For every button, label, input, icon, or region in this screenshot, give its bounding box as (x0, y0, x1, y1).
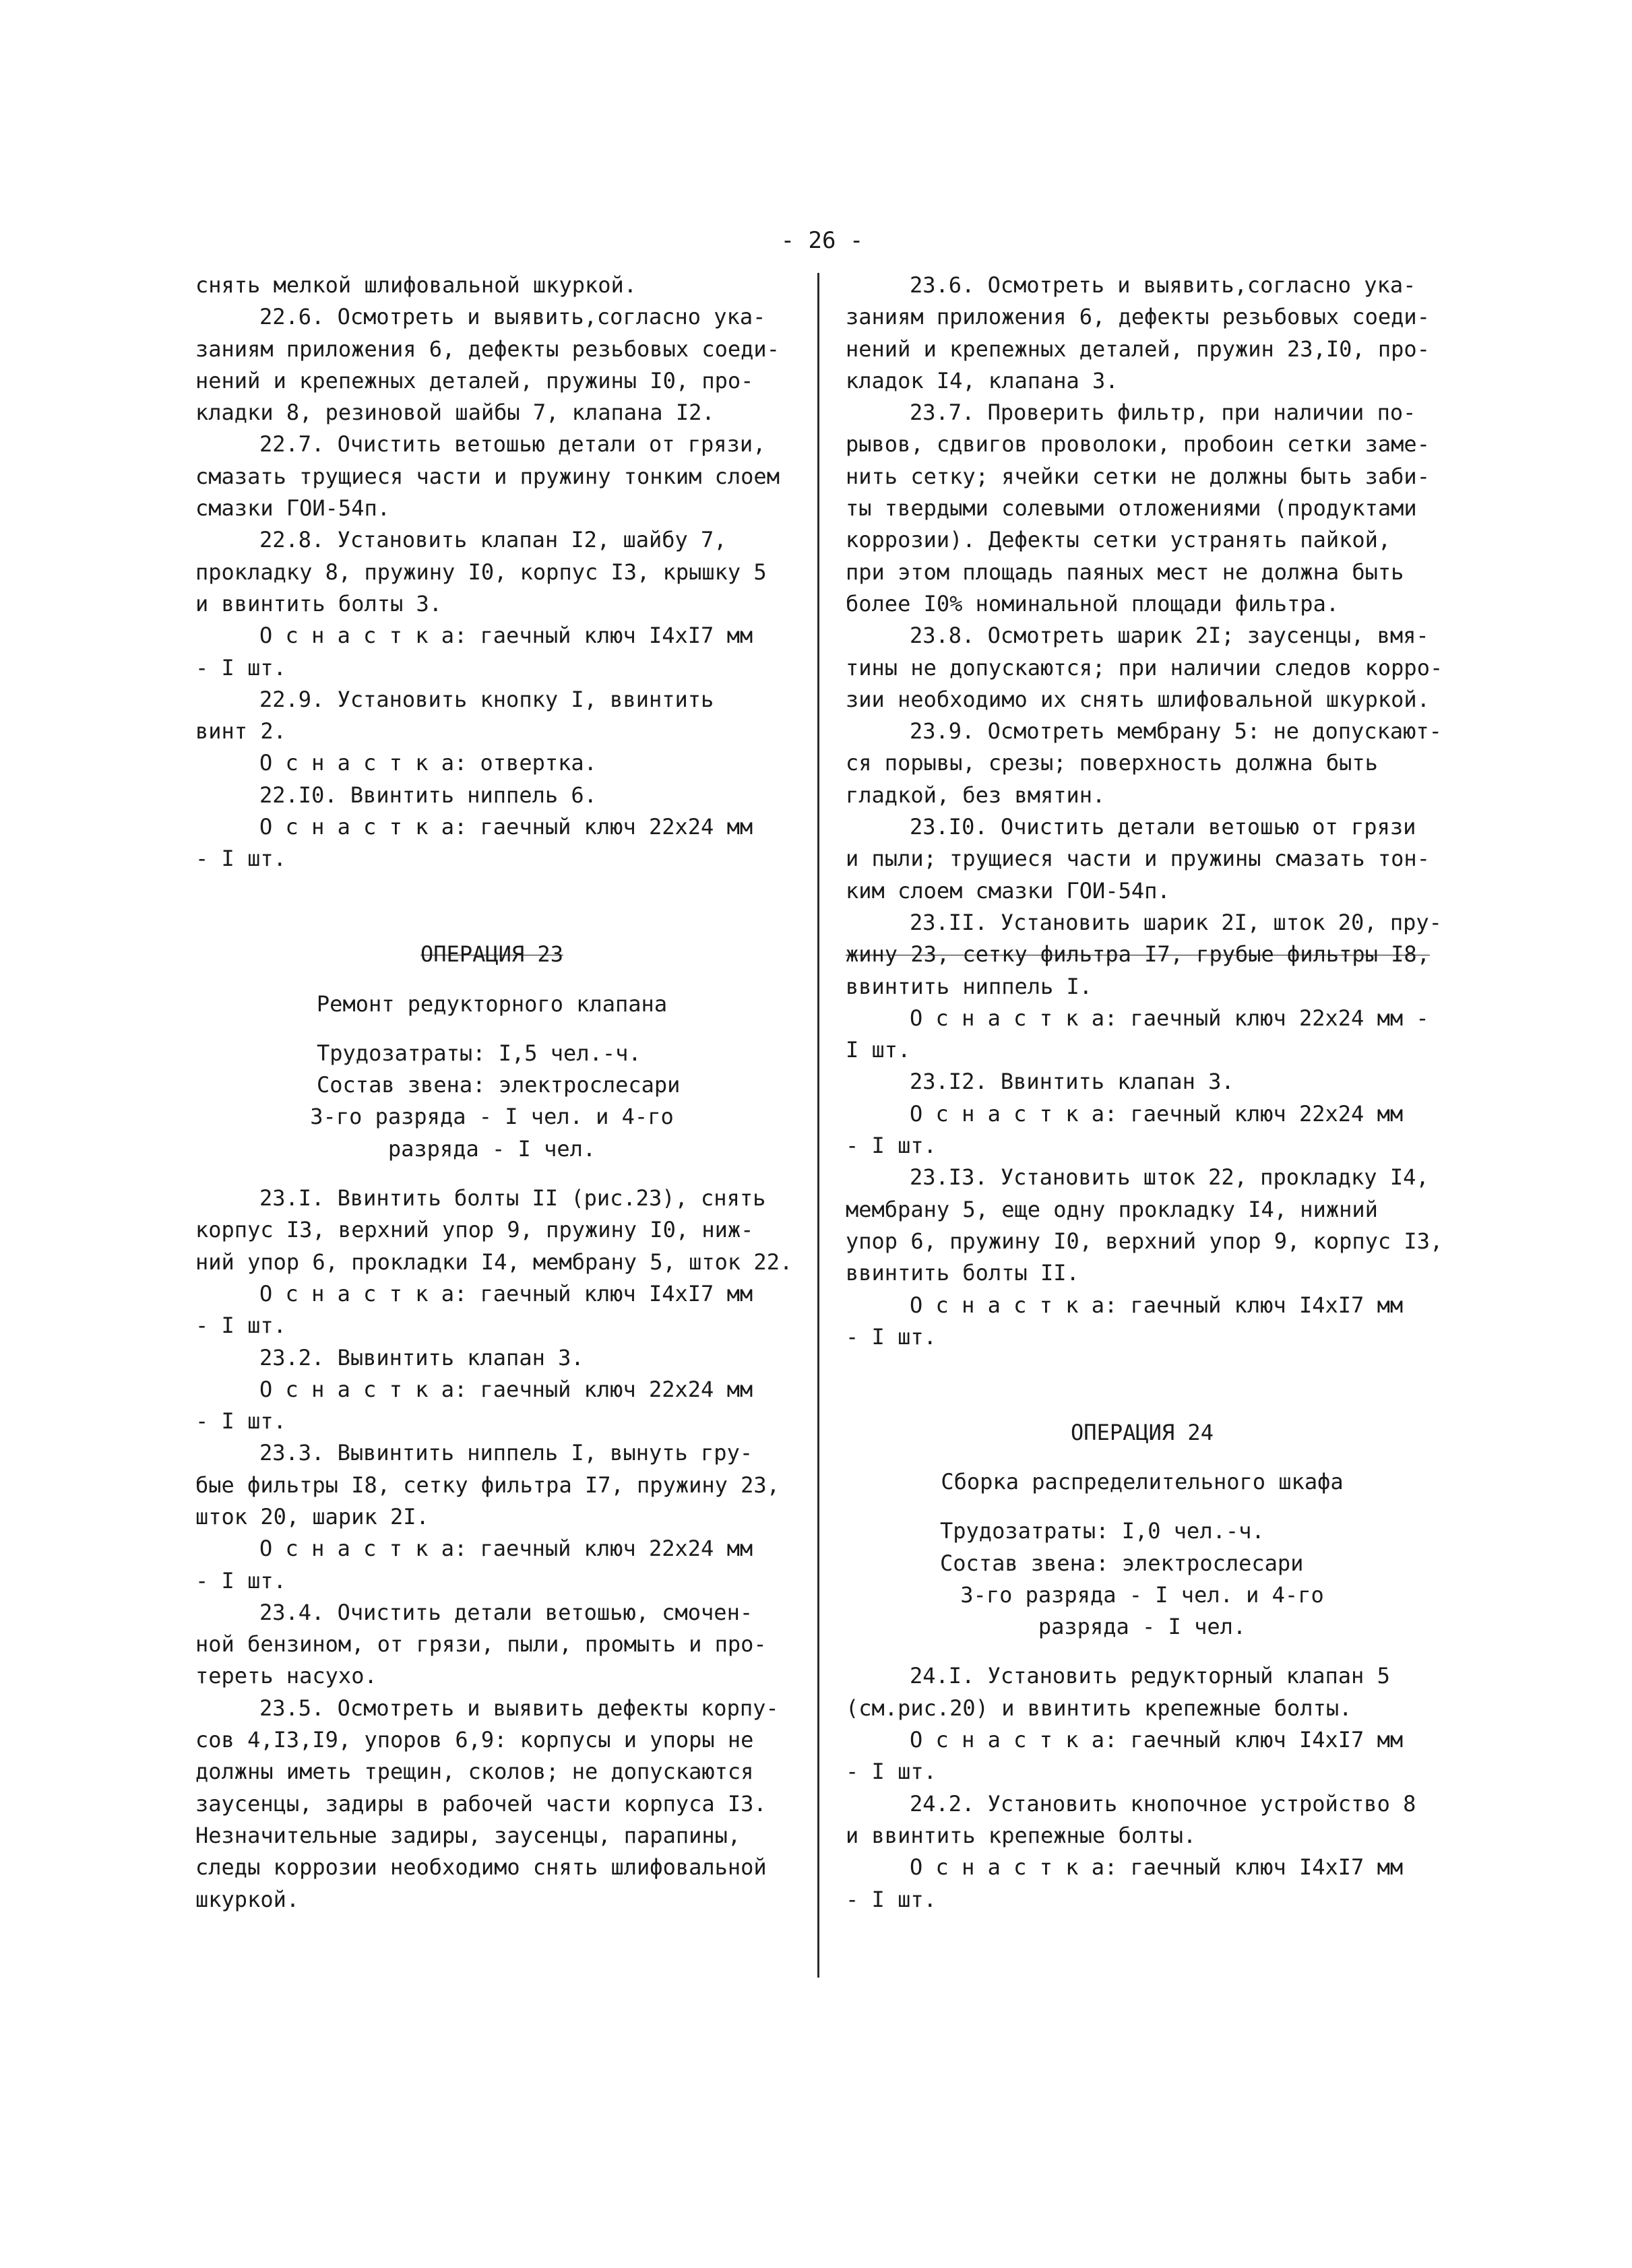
text-line: 23.II. Установить шарик 2I, шток 20, пру- (910, 909, 1442, 935)
tooling-line: О с н а с т к а: гаечный ключ I4xI7 мм (910, 1727, 1404, 1753)
column-divider (817, 273, 819, 1978)
tooling-line: О с н а с т к а: гаечный ключ 22х24 мм (259, 1376, 753, 1402)
text-line: 23.2. Вывинтить клапан 3. (259, 1344, 584, 1371)
text-line: более I0% номинальной площади фильтра. (846, 590, 1340, 617)
labor-line: 3-го разряда - I чел. и 4-го (310, 1104, 674, 1130)
text-line: 23.9. Осмотреть мембрану 5: не допускают- (910, 718, 1442, 745)
operation-subtitle: Сборка распределительного шкафа (941, 1468, 1344, 1494)
text-line: ний упор 6, прокладки I4, мембрану 5, шток 22. (195, 1249, 793, 1275)
text-line: и ввинтить болты 3. (195, 590, 443, 617)
text-line: 22.6. Осмотреть и выявить,согласно ука- (259, 304, 766, 330)
tooling-line: О с н а с т к а: гаечный ключ 22х24 мм - (910, 1005, 1429, 1031)
text-line: - I шт. (195, 846, 286, 872)
tooling-line: О с н а с т к а: гаечный ключ I4xI7 мм (910, 1292, 1404, 1318)
text-line: - I шт. (195, 1567, 286, 1594)
operation-subtitle: Ремонт редукторного клапана (316, 990, 668, 1017)
text-line: нений и крепежных деталей, пружин 23,I0, про- (846, 336, 1430, 362)
text-line: 22.8. Установить клапан I2, шайбу 7, (259, 527, 727, 553)
text-line: должны иметь трещин, сколов; не допускаются (195, 1759, 754, 1785)
text-line: - I шт. (195, 1408, 286, 1435)
text-line: 24.I. Установить редукторный клапан 5 (910, 1663, 1390, 1689)
text-line: нений и крепежных деталей, пружины I0, про- (195, 367, 754, 393)
text-line: Незначительные задиры, заусенцы, парапины, (195, 1822, 741, 1848)
text-line: кладки 8, резиновой шайбы 7, клапана I2. (195, 400, 715, 426)
labor-line: разряда - I чел. (1038, 1614, 1247, 1640)
text-line: смазки ГОИ-54п. (195, 495, 390, 522)
text-line: упор 6, пружину I0, верхний упор 9, корпус I3, (846, 1228, 1443, 1254)
text-line: 24.2. Установить кнопочное устройство 8 (910, 1790, 1416, 1817)
text-line: мембрану 5, еще одну прокладку I4, нижний (846, 1196, 1378, 1222)
tooling-line: О с н а с т к а: гаечный ключ 22х24 мм (259, 814, 753, 840)
text-line: корпус I3, верхний упор 9, пружину I0, ниж- (195, 1217, 754, 1243)
tooling-line: О с н а с т к а: отвертка. (259, 750, 597, 776)
text-line: заниям приложения 6, дефекты резьбовых соеди- (846, 304, 1430, 330)
text-line: 23.I3. Установить шток 22, прокладку I4, (910, 1164, 1429, 1191)
text-line: следы коррозии необходимо снять шлифовальной (195, 1854, 767, 1881)
text-line: 23.3. Вывинтить ниппель I, вынуть гру- (259, 1440, 753, 1466)
text-line: тины не допускаются; при наличии следов корро- (846, 654, 1443, 681)
tooling-line: О с н а с т к а: гаечный ключ I4xI7 мм (259, 623, 753, 649)
right-column (846, 270, 1443, 1916)
page-number: - 26 - (780, 227, 864, 254)
tooling-line: О с н а с т к а: гаечный ключ I4xI7 мм (259, 1280, 753, 1306)
text-line: тереть насухо. (195, 1663, 377, 1689)
text-line: 22.9. Установить кнопку I, ввинтить (259, 686, 714, 712)
text-line: ким слоем смазки ГОИ-54п. (846, 877, 1170, 904)
text-line: 23.4. Очистить детали ветошью, смочен- (259, 1599, 753, 1625)
text-line: гладкой, без вмятин. (846, 782, 1106, 808)
text-line: и ввинтить крепежные болты. (846, 1822, 1197, 1848)
text-line: 23.I. Ввинтить болты II (рис.23), снять (259, 1185, 766, 1211)
text-line: бые фильтры I8, сетку фильтра I7, пружину 23, (195, 1472, 780, 1498)
operation-title: ОПЕРАЦИЯ 24 (1071, 1419, 1214, 1445)
text-line: ввинтить болты II. (846, 1260, 1079, 1286)
text-line: ты твердыми солевыми отложениями (продуктами (846, 495, 1417, 522)
labor-line: Состав звена: электрослесари (940, 1550, 1304, 1576)
operation-title: ОПЕРАЦИЯ 23 (420, 941, 563, 968)
text-line: винт 2. (195, 718, 286, 745)
text-line: - I шт. (846, 1759, 937, 1785)
text-line: (см.рис.20) и ввинтить крепежные болты. (846, 1695, 1352, 1721)
text-line: смазать трущиеся части и пружину тонким слоем (195, 463, 780, 489)
text-line: ной бензином, от грязи, пыли, промыть и про- (195, 1631, 767, 1658)
text-line: 23.5. Осмотреть и выявить дефекты корпу- (259, 1695, 779, 1721)
text-line: ввинтить ниппель I. (846, 973, 1093, 999)
text-line: 23.I2. Ввинтить клапан 3. (910, 1069, 1234, 1095)
text-line: снять мелкой шлифовальной шкуркой. (195, 272, 637, 298)
labor-line: разряда - I чел. (387, 1135, 596, 1162)
text-line: 23.7. Проверить фильтр, при наличии по- (910, 400, 1416, 426)
left-column (195, 270, 793, 1916)
text-line: зии необходимо их снять шлифовальной шкуркой. (846, 686, 1430, 712)
labor-line: Трудозатраты: I,5 чел.-ч. (317, 1040, 641, 1066)
text-line: - I шт. (195, 1313, 286, 1339)
tooling-line: О с н а с т к а: гаечный ключ 22х24 мм (259, 1536, 753, 1562)
text-line: заусенцы, задиры в рабочей части корпуса I3. (195, 1790, 767, 1817)
text-line: - I шт. (846, 1886, 937, 1912)
text-line: и пыли; трущиеся части и пружины смазать тон- (846, 846, 1430, 872)
text-line: рывов, сдвигов проволоки, пробоин сетки заме- (846, 431, 1430, 458)
text-line: 22.I0. Ввинтить ниппель 6. (259, 782, 597, 808)
labor-line: Состав звена: электрослесари (317, 1072, 681, 1098)
text-line: ся порывы, срезы; поверхность должна быть (846, 750, 1378, 776)
text-line: при этом площадь паяных мест не должна быть (846, 559, 1404, 585)
text-line: I шт. (846, 1037, 911, 1063)
text-line: нить сетку; ячейки сетки не должны быть заби- (846, 463, 1430, 489)
tooling-line: О с н а с т к а: гаечный ключ I4xI7 мм (910, 1854, 1404, 1881)
text-line: - I шт. (846, 1323, 937, 1350)
tooling-line: О с н а с т к а: гаечный ключ 22х24 мм (910, 1100, 1404, 1127)
labor-line: Трудозатраты: I,0 чел.-ч. (940, 1518, 1265, 1544)
text-line: шток 20, шарик 2I. (195, 1503, 429, 1530)
text-line: сов 4,I3,I9, упоров 6,9: корпусы и упоры не (195, 1727, 754, 1753)
text-line: 23.8. Осмотреть шарик 2I; заусенцы, вмя- (910, 623, 1429, 649)
text-line: заниям приложения 6, дефекты резьбовых соеди- (195, 336, 780, 362)
text-line: 23.I0. Очистить детали ветошью от грязи (910, 814, 1416, 840)
text-line: 22.7. Очистить ветошью детали от грязи, (259, 431, 766, 458)
labor-line: 3-го разряда - I чел. и 4-го (960, 1581, 1324, 1608)
text-line: шкуркой. (195, 1886, 300, 1912)
text-line: - I шт. (195, 654, 286, 681)
text-line: кладок I4, клапана 3. (846, 367, 1119, 393)
text-line: коррозии). Дефекты сетки устранять пайкой, (846, 527, 1391, 553)
text-line: жину 23, сетку фильтра I7, грубые фильтры I8, (846, 941, 1430, 968)
text-line: 23.6. Осмотреть и выявить,согласно ука- (910, 272, 1416, 298)
text-line: - I шт. (846, 1133, 937, 1159)
text-line: прокладку 8, пружину I0, корпус I3, крышку 5 (195, 559, 767, 585)
